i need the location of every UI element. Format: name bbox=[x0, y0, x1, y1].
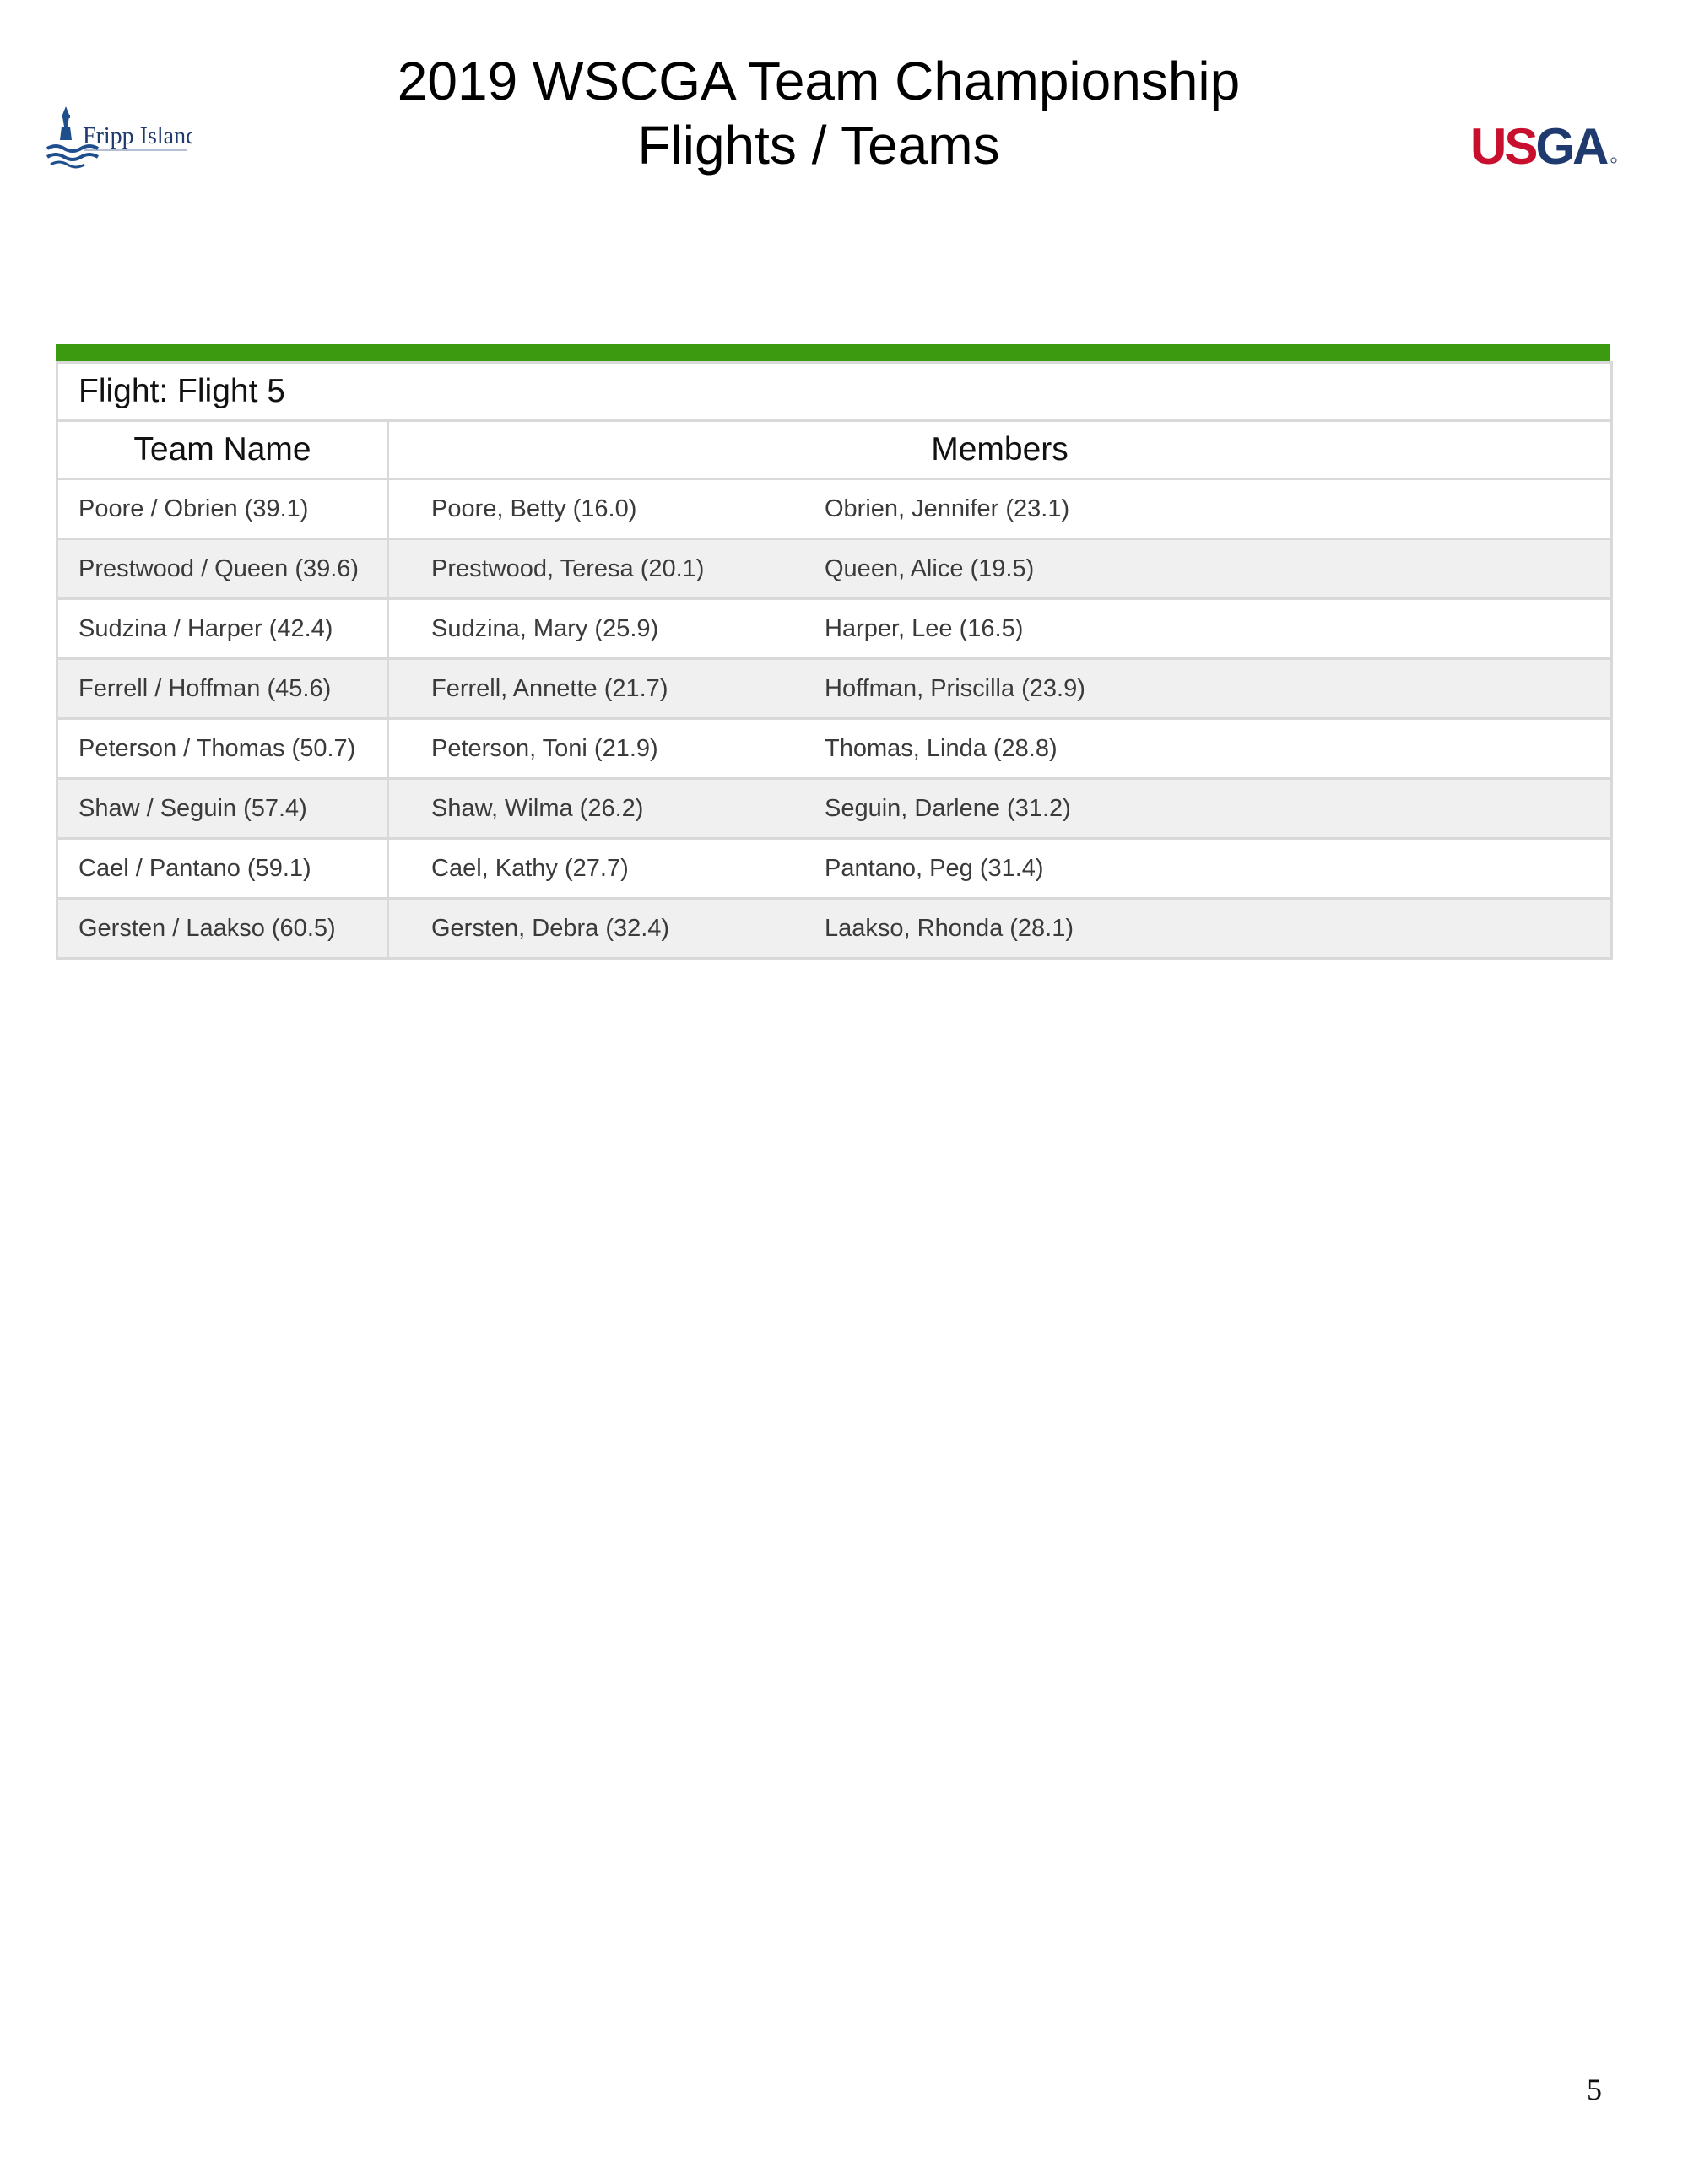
team-name-cell: Gersten / Laakso (60.5) bbox=[57, 899, 388, 959]
lighthouse-waves-icon bbox=[42, 56, 192, 235]
member-1: Ferrell, Annette (21.7) bbox=[431, 674, 668, 702]
member-1: Prestwood, Teresa (20.1) bbox=[431, 554, 705, 582]
table-row bbox=[57, 779, 1612, 839]
column-header-team: Team Name bbox=[57, 421, 388, 479]
table-row bbox=[57, 599, 1612, 659]
team-name-cell: Sudzina / Harper (42.4) bbox=[57, 599, 388, 659]
members-cell bbox=[388, 719, 1612, 779]
usga-logo bbox=[1470, 56, 1620, 235]
table-row bbox=[57, 659, 1612, 719]
team-name-cell: Cael / Pantano (59.1) bbox=[57, 839, 388, 899]
column-header-members: Members bbox=[388, 421, 1612, 479]
table-row bbox=[57, 899, 1612, 959]
table-row bbox=[57, 839, 1612, 899]
member-1: Peterson, Toni (21.9) bbox=[431, 734, 658, 762]
flight-table bbox=[56, 361, 1613, 960]
member-2: Thomas, Linda (28.8) bbox=[825, 734, 1058, 762]
team-name-cell: Peterson / Thomas (50.7) bbox=[57, 719, 388, 779]
page-header bbox=[0, 0, 1688, 253]
member-2: Hoffman, Priscilla (23.9) bbox=[825, 674, 1085, 702]
team-name-cell: Ferrell / Hoffman (45.6) bbox=[57, 659, 388, 719]
member-1: Cael, Kathy (27.7) bbox=[431, 854, 629, 882]
team-name-cell: Prestwood / Queen (39.6) bbox=[57, 539, 388, 599]
member-2: Obrien, Jennifer (23.1) bbox=[825, 495, 1070, 522]
flight-label: Flight: Flight 5 bbox=[57, 363, 1612, 421]
member-2: Queen, Alice (19.5) bbox=[825, 554, 1035, 582]
member-2: Laakso, Rhonda (28.1) bbox=[825, 914, 1074, 942]
members-cell bbox=[388, 479, 1612, 539]
flight-table-container bbox=[56, 344, 1610, 960]
page-number: 5 bbox=[1587, 2073, 1602, 2106]
title-line-2: Flights / Teams bbox=[637, 115, 1000, 176]
members-cell bbox=[388, 839, 1612, 899]
table-row bbox=[57, 719, 1612, 779]
column-header-row bbox=[57, 421, 1612, 479]
flight-header-row bbox=[57, 363, 1612, 421]
member-1: Sudzina, Mary (25.9) bbox=[431, 614, 659, 642]
svg-text:USGA: USGA bbox=[1470, 118, 1607, 175]
table-row bbox=[57, 539, 1612, 599]
svg-text:Fripp Island: Fripp Island bbox=[83, 123, 192, 149]
members-cell bbox=[388, 659, 1612, 719]
member-1: Poore, Betty (16.0) bbox=[431, 495, 637, 522]
members-cell bbox=[388, 539, 1612, 599]
table-row bbox=[57, 479, 1612, 539]
member-2: Harper, Lee (16.5) bbox=[825, 614, 1024, 642]
members-cell bbox=[388, 599, 1612, 659]
accent-bar bbox=[56, 344, 1610, 361]
member-1: Shaw, Wilma (26.2) bbox=[431, 794, 644, 822]
member-1: Gersten, Debra (32.4) bbox=[431, 914, 670, 942]
member-2: Pantano, Peg (31.4) bbox=[825, 854, 1044, 882]
members-cell bbox=[388, 779, 1612, 839]
team-name-cell: Shaw / Seguin (57.4) bbox=[57, 779, 388, 839]
team-name-cell: Poore / Obrien (39.1) bbox=[57, 479, 388, 539]
members-cell bbox=[388, 899, 1612, 959]
fripp-island-logo bbox=[42, 56, 192, 235]
title-line-1: 2019 WSCGA Team Championship bbox=[397, 51, 1241, 111]
member-2: Seguin, Darlene (31.2) bbox=[825, 794, 1071, 822]
page-title bbox=[338, 49, 1300, 177]
